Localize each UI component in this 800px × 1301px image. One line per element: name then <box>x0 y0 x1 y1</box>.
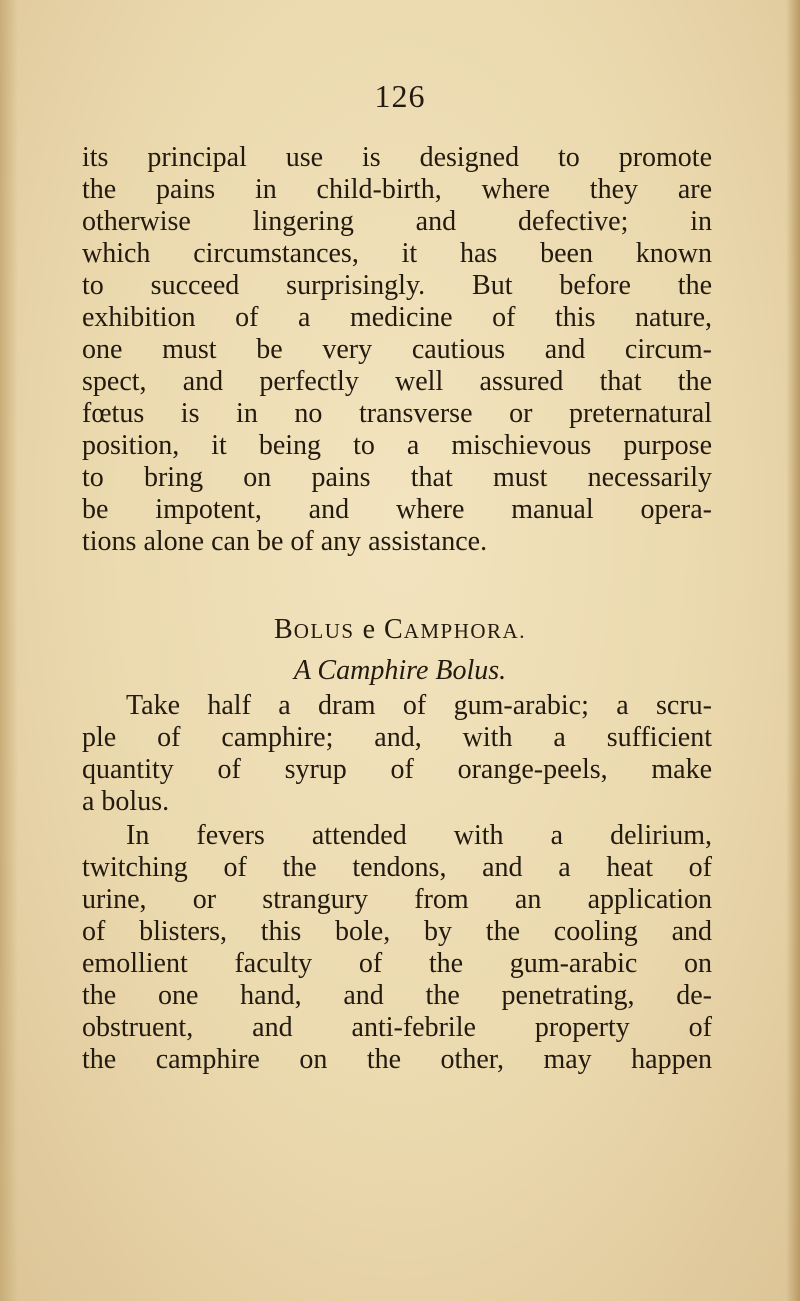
text-line: tions alone can be of any assistance. <box>82 526 488 557</box>
recipe-subtitle: A Camphire Bolus. <box>293 655 507 686</box>
text-line: exhibition of a medicine of this nature, <box>82 302 712 333</box>
text-line: obstruent, and anti-febrile property of <box>82 1012 712 1043</box>
text-line: emollient faculty of the gum-arabic on <box>82 948 712 979</box>
text-line: spect, and perfectly well assured that the <box>82 366 712 397</box>
title-smallcaps: OLUS <box>293 619 355 643</box>
text-line: fœtus is in no transverse or preternatural <box>82 398 712 429</box>
recipe-paragraph <box>82 690 712 818</box>
paragraph-continued <box>82 142 712 558</box>
text-line: which circumstances, it has been known <box>82 238 712 269</box>
text-line: its principal use is designed to promote <box>82 142 712 173</box>
text-line: position, it being to a mischievous purpose <box>82 430 712 461</box>
text-line: Take half a dram of gum-arabic; a scru- <box>126 690 712 721</box>
text-line: the camphire on the other, may happen <box>82 1044 712 1075</box>
text-line: one must be very cautious and circum- <box>82 334 712 365</box>
recipe-title <box>0 614 800 646</box>
text-line: quantity of syrup of orange-peels, make <box>82 754 712 785</box>
text-line: the pains in child-birth, where they are <box>82 174 712 205</box>
title-smallcaps: AMPHORA. <box>403 619 526 643</box>
text-line: to succeed surprisingly. But before the <box>82 270 712 301</box>
text-line: of blisters, this bole, by the cooling and <box>82 916 712 947</box>
title-initial: C <box>384 614 404 645</box>
text-line: otherwise lingering and defective; in <box>82 206 712 237</box>
title-initial: B <box>274 614 294 645</box>
text-line: twitching of the tendons, and a heat of <box>82 852 712 883</box>
text-line: a bolus. <box>82 786 170 817</box>
page-edge-left <box>0 0 18 1301</box>
text-line: the one hand, and the penetrating, de- <box>82 980 712 1011</box>
usage-paragraph <box>82 820 712 1076</box>
text-line: ple of camphire; and, with a sufficient <box>82 722 712 753</box>
text-line: In fevers attended with a delirium, <box>126 820 712 851</box>
text-line: urine, or strangury from an application <box>82 884 712 915</box>
title-connector: e <box>354 614 384 645</box>
text-line: be impotent, and where manual opera- <box>82 494 712 525</box>
page-number: 126 <box>374 78 426 114</box>
text-line: to bring on pains that must necessarily <box>82 462 712 493</box>
page-edge-right <box>786 0 800 1301</box>
